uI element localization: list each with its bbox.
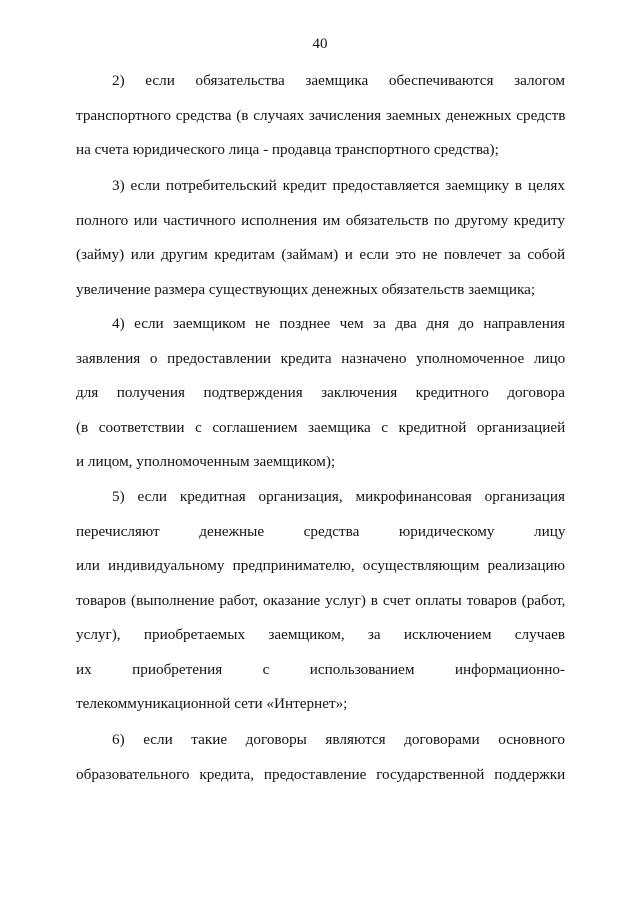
paragraph-line: перечисляют денежные средства юридическому лицу <box>76 522 566 540</box>
paragraph-line: для получения подтверждения заключения кредитного договора <box>76 384 565 401</box>
paragraph-line: услуг), приобретаемых заемщиком, за исключением случаев <box>76 626 565 643</box>
paragraph-line: транспортного средства (в случаях зачисления заемных денежных средств <box>76 106 566 124</box>
paragraph-line: телекоммуникационной сети «Интернет»; <box>76 695 348 712</box>
paragraph-line: увеличение размера существующих денежных обязательств заемщика; <box>76 280 536 298</box>
paragraph-line: или индивидуальному предпринимателю, осуществляющим реализацию <box>76 557 565 574</box>
paragraph-line: образовательного кредита, предоставление государственной поддержки <box>76 765 566 783</box>
paragraph-line: 4) если заемщиком не позднее чем за два дня до направления <box>112 315 565 332</box>
page-number: 40 <box>312 36 328 52</box>
paragraph-line: товаров (выполнение работ, оказание услуг) в счет оплаты товаров (работ, <box>76 591 566 609</box>
paragraph-line: полного или частичного исполнения им обязательств по другому кредиту <box>76 211 565 229</box>
paragraph-item-5 <box>76 480 565 722</box>
paragraph-line: заявления о предоставлении кредита назначено уполномоченное лицо <box>76 349 566 367</box>
paragraph-item-3 <box>76 169 565 307</box>
paragraph-line: 6) если такие договоры являются договорами основного <box>112 731 565 748</box>
paragraph-line: и лицом, уполномоченным заемщиком); <box>76 453 336 470</box>
paragraph-item-2 <box>76 64 565 168</box>
paragraph-item-4 <box>76 307 565 480</box>
paragraph-line: 5) если кредитная организация, микрофинансовая организация <box>112 488 565 505</box>
paragraph-line: их приобретения с использованием информационно- <box>76 660 565 678</box>
paragraph-line: (в соответствии с соглашением заемщика с кредитной организацией <box>76 418 566 436</box>
paragraph-line: на счета юридического лица - продавца транспортного средства); <box>76 141 499 158</box>
paragraph-item-6 <box>76 723 565 792</box>
paragraph-line: 3) если потребительский кредит предоставляется заемщику в целях <box>112 177 565 194</box>
paragraph-line: 2) если обязательства заемщика обеспечиваются залогом <box>112 72 565 89</box>
paragraph-line: (займу) или другим кредитам (займам) и если это не повлечет за собой <box>76 246 566 263</box>
